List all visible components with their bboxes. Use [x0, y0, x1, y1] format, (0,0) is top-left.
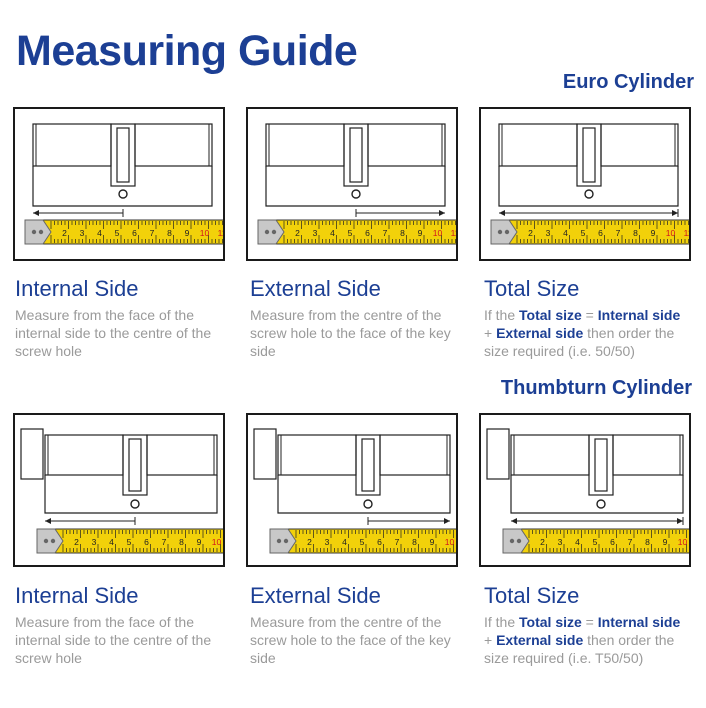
- cylinder-diagram: [481, 415, 691, 567]
- tape-number: 11: [217, 228, 227, 238]
- tape-number: 2: [528, 228, 533, 238]
- tape-number: 3: [324, 537, 330, 547]
- card-heading: Total Size: [484, 583, 580, 608]
- tape-number: 8: [167, 228, 172, 238]
- tape-number: 5: [347, 228, 353, 238]
- cylinder-body-right: [368, 124, 445, 166]
- desc-part: If the: [484, 614, 520, 630]
- tape-number: 2: [295, 228, 300, 238]
- measurement-arrow: [356, 209, 445, 217]
- cylinder-body-right: [380, 435, 450, 475]
- tape-number: 11: [683, 228, 693, 238]
- desc-highlight: Internal side: [597, 307, 681, 323]
- desc-highlight: Total size: [519, 614, 582, 630]
- tape-number: 3: [312, 228, 318, 238]
- screw-hole: [597, 500, 605, 508]
- cylinder-base: [45, 475, 217, 513]
- cylinder-body-left: [45, 435, 123, 475]
- desc-part: +: [484, 632, 497, 648]
- cam-slot: [356, 435, 380, 495]
- cam-slot: [344, 124, 368, 186]
- screw-hole: [364, 500, 372, 508]
- cam-slot: [123, 435, 147, 495]
- tape-number: 5: [580, 228, 586, 238]
- desc-highlight: Total size: [519, 307, 582, 323]
- cylinder-diagram: [248, 415, 458, 567]
- tape-number: 10: [211, 537, 222, 547]
- tape-number: 6: [598, 228, 603, 238]
- cam: [583, 128, 595, 182]
- tape-number: 5: [126, 537, 132, 547]
- card-heading: Total Size: [484, 276, 580, 301]
- desc-part: +: [484, 325, 497, 341]
- measurement-arrow: [511, 517, 683, 525]
- tape-number: 5: [592, 537, 598, 547]
- tape-number: 10: [432, 228, 443, 238]
- diagram-euro-total: [479, 107, 691, 261]
- cylinder-body-left: [499, 124, 577, 166]
- cylinder-body-right: [135, 124, 212, 166]
- desc-part: then order the size required (i.e. 50/50): [484, 325, 675, 359]
- diagram-euro-internal: [13, 107, 225, 261]
- desc-highlight: Internal side: [597, 614, 681, 630]
- tape-number: 4: [575, 537, 580, 547]
- cylinder-base: [511, 475, 683, 513]
- tape-number: 3: [91, 537, 97, 547]
- cylinder-body-left: [33, 124, 111, 166]
- cam: [129, 439, 141, 491]
- diagram-euro-external: [246, 107, 458, 261]
- tape-number: 2: [74, 537, 79, 547]
- cylinder-body-left: [266, 124, 344, 166]
- tape-number: 10: [199, 228, 210, 238]
- cylinder-body-left: [278, 435, 356, 475]
- tape-number: 8: [645, 537, 650, 547]
- tape-number: 5: [359, 537, 365, 547]
- tape-number: 8: [179, 537, 184, 547]
- tape-number: 6: [365, 228, 370, 238]
- section-label-euro: Euro Cylinder: [562, 71, 694, 93]
- cylinder-body-right: [613, 435, 683, 475]
- tape-number: 2: [307, 537, 312, 547]
- tape-number: 5: [114, 228, 120, 238]
- measurement-arrow: [368, 517, 450, 525]
- thumbturn-knob: [254, 429, 276, 479]
- screw-hole: [119, 190, 127, 198]
- tape-number: 7: [382, 228, 388, 238]
- tape-number: 2: [540, 537, 545, 547]
- tape-number: 9: [417, 228, 423, 238]
- diagram-thumbturn-total: [479, 413, 691, 567]
- measurement-arrow: [45, 517, 135, 525]
- diagram-thumbturn-internal: [13, 413, 225, 567]
- tape-number: 8: [633, 228, 638, 238]
- tape-number: 8: [400, 228, 405, 238]
- cam-slot: [589, 435, 613, 495]
- tape-number: 4: [97, 228, 102, 238]
- desc-highlight: External side: [496, 632, 584, 648]
- tape-measure: [503, 529, 691, 553]
- cam: [595, 439, 607, 491]
- tape-number: 8: [412, 537, 417, 547]
- thumbturn-knob: [487, 429, 509, 479]
- cylinder-diagram: [15, 415, 225, 567]
- cylinder-diagram: [481, 109, 691, 261]
- screw-hole: [131, 500, 139, 508]
- tape-number: 6: [144, 537, 149, 547]
- tape-number: 10: [665, 228, 676, 238]
- tape-measure: [37, 529, 225, 553]
- section-label-thumbturn: Thumbturn Cylinder: [500, 377, 692, 399]
- tape-number: 3: [79, 228, 85, 238]
- cylinder-diagram: [15, 109, 225, 261]
- tape-measure: [258, 220, 458, 244]
- measurement-arrow: [33, 209, 123, 217]
- tape-number: 4: [342, 537, 347, 547]
- desc-part: =: [581, 307, 598, 323]
- card-heading: Internal Side: [15, 276, 139, 301]
- desc-part: then order the size required (i.e. T50/50): [484, 632, 675, 666]
- tape-number: 6: [377, 537, 382, 547]
- tape-number: 7: [615, 228, 621, 238]
- tape-number: 7: [394, 537, 400, 547]
- measurement-arrow: [499, 209, 678, 217]
- tape-number: 10: [444, 537, 455, 547]
- tape-number: 7: [161, 537, 167, 547]
- diagram-thumbturn-external: [246, 413, 458, 567]
- page-title: Measuring Guide: [16, 27, 358, 75]
- desc-part: =: [581, 614, 598, 630]
- screw-hole: [352, 190, 360, 198]
- tape-number: 3: [557, 537, 563, 547]
- card-description-rich: [484, 306, 694, 360]
- cam-slot: [111, 124, 135, 186]
- desc-highlight: External side: [496, 325, 584, 341]
- card-heading: External Side: [250, 583, 381, 608]
- tape-measure: [270, 529, 458, 553]
- card-description-rich: [484, 613, 694, 667]
- tape-number: 2: [62, 228, 67, 238]
- cam: [350, 128, 362, 182]
- tape-number: 4: [330, 228, 335, 238]
- tape-number: 9: [429, 537, 435, 547]
- tape-number: 10: [677, 537, 688, 547]
- desc-part: If the: [484, 307, 520, 323]
- cam-slot: [577, 124, 601, 186]
- tape-number: 6: [610, 537, 615, 547]
- card-description: Measure from the face of the internal side to the centre of the screw hole: [15, 614, 212, 666]
- tape-number: 4: [109, 537, 114, 547]
- screw-hole: [585, 190, 593, 198]
- tape-number: 7: [149, 228, 155, 238]
- cylinder-body-right: [147, 435, 217, 475]
- tape-number: 4: [563, 228, 568, 238]
- tape-measure: [25, 220, 225, 244]
- card-description: Measure from the centre of the screw hole to the face of the key side: [250, 614, 451, 666]
- tape-number: 6: [132, 228, 137, 238]
- card-heading: External Side: [250, 276, 381, 301]
- cylinder-diagram: [248, 109, 458, 261]
- cam: [117, 128, 129, 182]
- cam: [362, 439, 374, 491]
- tape-number: 9: [662, 537, 668, 547]
- tape-number: 9: [196, 537, 202, 547]
- tape-number: 3: [545, 228, 551, 238]
- tape-measure: [491, 220, 691, 244]
- tape-number: 9: [184, 228, 190, 238]
- cylinder-body-right: [601, 124, 678, 166]
- card-description: Measure from the face of the internal side to the centre of the screw hole: [15, 307, 212, 359]
- tape-number: 11: [450, 228, 460, 238]
- cylinder-body-left: [511, 435, 589, 475]
- card-heading: Internal Side: [15, 583, 139, 608]
- tape-number: 7: [627, 537, 633, 547]
- thumbturn-knob: [21, 429, 43, 479]
- card-description: Measure from the centre of the screw hole to the face of the key side: [250, 307, 451, 359]
- tape-number: 9: [650, 228, 656, 238]
- cylinder-base: [278, 475, 450, 513]
